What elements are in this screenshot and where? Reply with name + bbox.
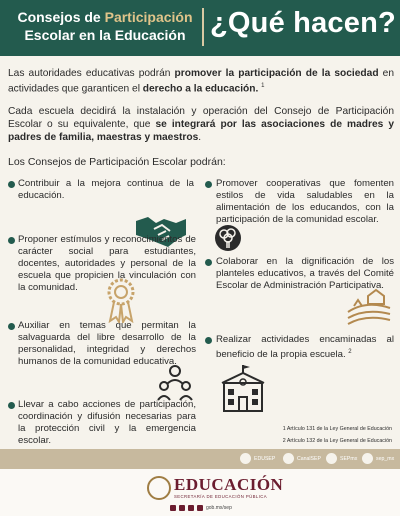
bullet-dot — [8, 181, 15, 188]
social-instagram[interactable] — [362, 453, 394, 464]
footnotes — [283, 423, 392, 447]
facebook-icon — [326, 453, 337, 464]
broccoli-icon — [214, 224, 242, 257]
social-twitter[interactable] — [240, 453, 275, 464]
social-label: SEPmx — [340, 455, 358, 462]
bullet-dot — [8, 237, 15, 244]
p2-text-a: Cada escuela decidirá la instalación y operación del Consejo de Participación Escolar o su equivalente, que — [8, 106, 394, 130]
bullet-dot — [205, 337, 212, 344]
footer-url[interactable]: gob.mx/sep — [206, 505, 232, 511]
intro-paragraph-1 — [8, 67, 394, 95]
footnote-1: 1 Artículo 131 de la Ley General de Educación — [282, 426, 392, 432]
youtube-icon[interactable] — [197, 505, 203, 511]
instagram-icon[interactable] — [188, 505, 194, 511]
p1-bold-b: promover la participación de la sociedad — [174, 68, 379, 79]
p1-bold-d: derecho a la educación. — [142, 83, 259, 95]
p1-text-c: en actividades que garanticen el — [8, 68, 394, 95]
list-item: Contribuir a la mejora continua de la educación. — [18, 178, 194, 201]
title-prefix: Consejos de — [17, 9, 105, 25]
government-seal-icon — [147, 476, 171, 500]
bullet-dot — [205, 181, 212, 188]
header-divider — [202, 8, 204, 46]
header-title — [10, 8, 200, 44]
social-bar — [0, 449, 400, 469]
twitter-icon — [240, 453, 251, 464]
list-item — [216, 334, 394, 361]
title-line2: Escolar en la Educación — [24, 27, 186, 43]
list-item: Llevar a cabo acciones de participación, coordinación y difusión necesarias para la protección civil y la emergencia escolar. — [18, 399, 196, 446]
intro-paragraph-2 — [8, 105, 394, 144]
social-label: sep_mx — [376, 455, 395, 462]
school-building-icon — [216, 363, 270, 418]
social-label: EDUSEP — [254, 455, 276, 462]
social-youtube[interactable] — [283, 453, 321, 464]
twitter-icon[interactable] — [179, 505, 185, 511]
logo-title: EDUCACIÓN — [174, 475, 284, 494]
youtube-icon — [283, 453, 294, 464]
list-item-text: Realizar actividades encaminadas al beneficio de la propia escuela. — [216, 334, 394, 361]
p2-text-c: . — [198, 132, 202, 143]
bullet-dot — [205, 259, 212, 266]
list-lead: Los Consejos de Participación Escolar podrán: — [8, 156, 226, 168]
list-item: Promover cooperativas que fomenten estilos de vida saludables en la alimentación de los educandos, con la participación de la comunidad escolar. — [216, 178, 394, 225]
list-item: Auxiliar en temas que permitan la salvaguarda del libre desarrollo de la personalidad, integridad y derechos humanos de la comunidad educativa. — [18, 320, 196, 367]
footnote-ref: 2 — [348, 349, 352, 355]
social-facebook[interactable] — [326, 453, 357, 464]
header-banner — [0, 0, 400, 56]
instagram-icon — [362, 453, 373, 464]
logo-subtitle: SECRETARÍA DE EDUCACIÓN PÚBLICA — [174, 494, 268, 499]
footnote-2: 2 Artículo 132 de la Ley General de Educación — [282, 438, 392, 444]
bullet-dot — [8, 323, 15, 330]
social-label: CanalSEP — [297, 455, 321, 462]
p1-text-a: Las autoridades educativas podrán — [8, 68, 175, 79]
list-item: Proponer estímulos y reconocimientos de carácter social para estudiantes, docentes, autoridades y personal de la escuela que propicien la vinculación con la comunidad. — [18, 234, 196, 293]
p2-bold-b: se integrará por las asociaciones de madres y padres de familia, maestras y maestros — [8, 119, 394, 143]
footer-links — [170, 505, 232, 511]
facebook-icon[interactable] — [170, 505, 176, 511]
title-accent: Participación — [104, 9, 193, 25]
bullet-dot — [8, 402, 15, 409]
header-question: ¿Qué hacen? — [210, 7, 396, 39]
house-landscape-icon — [346, 282, 392, 333]
list-item: Colaborar en la dignificación de los planteles educativos, a través del Comité Escolar de Administración Participativa. — [216, 256, 394, 291]
p1-footnote-ref: 1 — [261, 83, 265, 89]
